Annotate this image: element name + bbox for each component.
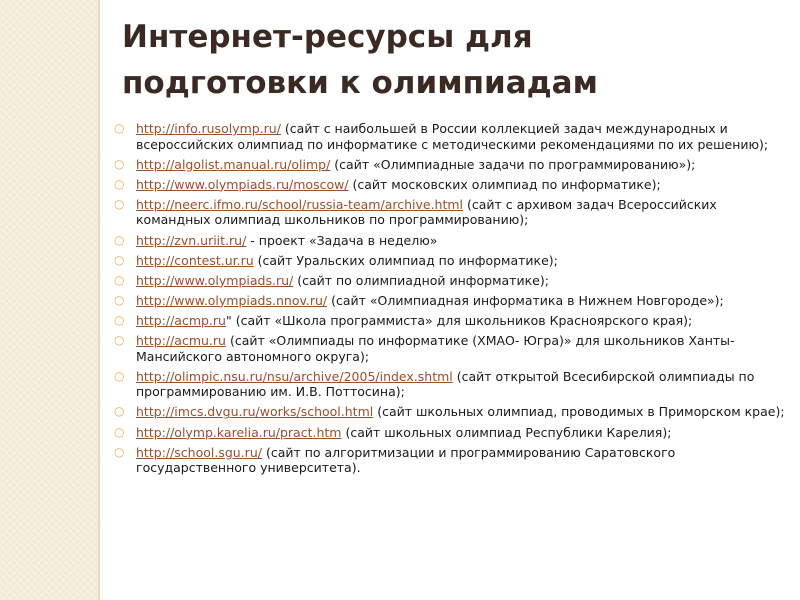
bullet-icon: ○: [114, 404, 125, 419]
resource-link[interactable]: http://contest.ur.ru: [136, 252, 254, 268]
resource-link[interactable]: http://zvn.uriit.ru/: [136, 232, 247, 248]
list-item: [114, 273, 790, 289]
resource-description: (сайт «Олимпиады по информатике (ХМАО- Югра)» для школьников Ханты-Мансийского автономного округа);: [136, 333, 735, 364]
resource-link[interactable]: http://acmp.ru: [136, 312, 226, 328]
bullet-icon: ○: [114, 232, 125, 247]
resource-description: (сайт «Олимпиадные задачи по программированию»);: [330, 156, 696, 172]
resource-description: (сайт школьных олимпиад Республики Карелия);: [341, 424, 672, 440]
slide-title-line-2: подготовки к олимпиадам: [122, 65, 598, 101]
resource-link[interactable]: http://algolist.manual.ru/olimp/: [136, 156, 331, 172]
list-item: [114, 445, 790, 476]
bullet-icon: ○: [114, 424, 125, 439]
bullet-icon: ○: [114, 444, 125, 459]
bullet-icon: ○: [114, 252, 125, 267]
bullet-icon: ○: [114, 176, 125, 191]
resource-description: (сайт с архивом задач Всероссийских командных олимпиад школьников по программированию);: [136, 196, 717, 228]
resource-description: (сайт школьных олимпиад, проводимых в Приморском крае);: [373, 404, 785, 420]
list-item: [114, 404, 790, 420]
bullet-icon: ○: [114, 196, 125, 211]
list-item: [114, 333, 790, 364]
resource-description: (сайт «Олимпиадная информатика в Нижнем Новгороде»);: [327, 292, 724, 308]
resource-link[interactable]: http://olimpic.nsu.ru/nsu/archive/2005/index.shtml: [136, 368, 453, 384]
resource-link[interactable]: http://www.olympiads.ru/moscow/: [136, 176, 349, 192]
bullet-icon: ○: [114, 156, 125, 171]
side-band-border: [98, 0, 100, 600]
resource-link[interactable]: http://olymp.karelia.ru/pract.htm: [136, 424, 342, 440]
resource-description: (сайт московских олимпиад по информатике);: [348, 176, 661, 192]
list-item: [114, 425, 790, 441]
list-item: [114, 313, 790, 329]
decorative-side-band: [0, 0, 98, 600]
resource-description: (сайт по алгоритмизации и программированию Саратовского государственного университета).: [136, 444, 676, 476]
resource-list: [114, 121, 790, 480]
bullet-icon: ○: [114, 312, 125, 327]
bullet-icon: ○: [114, 292, 125, 307]
bullet-icon: ○: [114, 333, 125, 348]
slide-title: [122, 14, 782, 106]
resource-link[interactable]: http://imcs.dvgu.ru/works/school.html: [136, 404, 374, 420]
list-item: [114, 369, 790, 400]
resource-description: (сайт открытой Всесибирской олимпиады по программированию им. И.В. Поттосина);: [136, 368, 755, 400]
resource-link[interactable]: http://neerc.ifmo.ru/school/russia-team/archive.html: [136, 196, 464, 212]
list-item: [114, 293, 790, 309]
bullet-icon: ○: [114, 272, 125, 287]
resource-description: (сайт Уральских олимпиад по информатике);: [253, 252, 558, 268]
resource-link[interactable]: http://school.sgu.ru/: [136, 444, 262, 460]
list-item: [114, 121, 790, 152]
resource-link[interactable]: http://info.rusolymp.ru/: [136, 121, 281, 136]
slide-title-line-1: Интернет-ресурсы для: [122, 19, 533, 55]
list-item: [114, 197, 790, 228]
list-item: [114, 233, 790, 249]
list-item: [114, 253, 790, 269]
list-item: [114, 177, 790, 193]
bullet-icon: ○: [114, 121, 125, 135]
resource-description: (сайт по олимпиадной информатике);: [293, 272, 549, 288]
list-item: [114, 157, 790, 173]
resource-description: (сайт с наибольшей в России коллекцией задач международных и всероссийских олимпиад по информатике с методическими рекомендациями по их решению);: [136, 121, 769, 152]
resource-link[interactable]: http://www.olympiads.nnov.ru/: [136, 292, 328, 308]
resource-description: " (сайт «Школа программиста» для школьников Красноярского края);: [225, 312, 693, 328]
bullet-icon: ○: [114, 368, 125, 383]
resource-description: - проект «Задача в неделю»: [246, 232, 438, 248]
resource-link[interactable]: http://acmu.ru: [136, 333, 226, 349]
resource-link[interactable]: http://www.olympiads.ru/: [136, 272, 294, 288]
